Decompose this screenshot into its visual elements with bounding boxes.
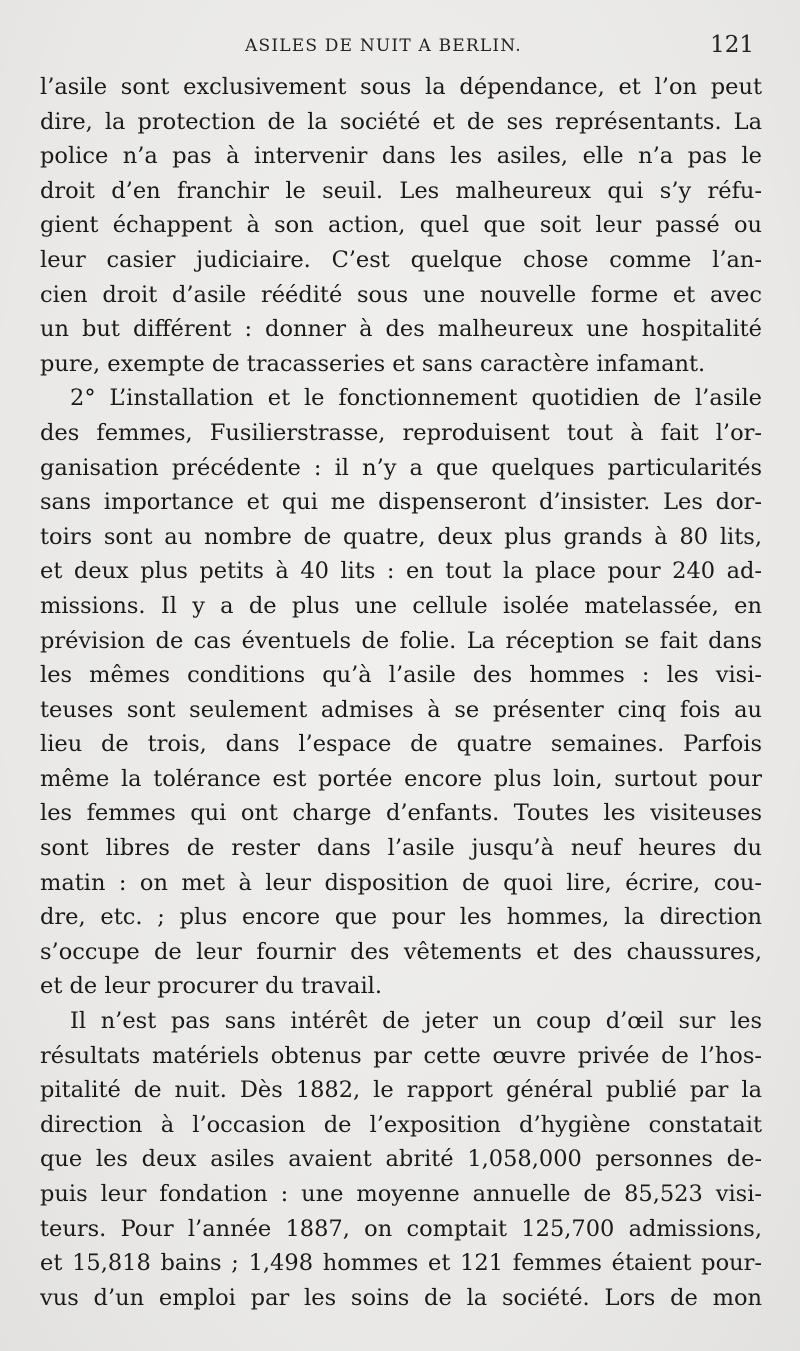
text-line: teuses sont seulement admises à se présenter cinq fois au — [40, 696, 762, 723]
text-line: droit d’en franchir le seuil. Les malheureux qui s’y réfu- — [40, 177, 762, 204]
text-line: cien droit d’asile réédité sous une nouvelle forme et avec — [40, 281, 762, 308]
text-line: vus d’un emploi par les soins de la société. Lors de mon — [40, 1284, 762, 1311]
text-line: et deux plus petits à 40 lits : en tout la place pour 240 ad- — [40, 558, 762, 585]
text-line: Il n’est pas sans intérêt de jeter un coup d’œil sur les — [70, 1008, 762, 1035]
running-title: ASILES DE NUIT A BERLIN. — [245, 36, 522, 56]
text-line: matin : on met à leur disposition de quoi lire, écrire, cou- — [40, 869, 762, 896]
text-line: missions. Il y a de plus une cellule isolée matelassée, en — [40, 592, 762, 619]
text-line: ganisation précédente : il n’y a que quelques particularités — [40, 454, 762, 481]
text-line: lieu de trois, dans l’espace de quatre semaines. Parfois — [40, 731, 762, 758]
text-line: l’asile sont exclusivement sous la dépendance, et l’on peut — [40, 74, 762, 100]
text-line: toirs sont au nombre de quatre, deux plus grands à 80 lits, — [40, 523, 762, 550]
text-line: les femmes qui ont charge d’enfants. Toutes les visiteuses — [40, 800, 762, 827]
text-line: que les deux asiles avaient abrité 1,058,000 personnes de- — [40, 1146, 762, 1173]
text-line: et de leur procurer du travail. — [40, 973, 382, 1000]
text-line: 2° L’installation et le fonctionnement quotidien de l’asile — [70, 385, 762, 412]
text-line: dre, etc. ; plus encore que pour les hommes, la direction — [40, 904, 762, 931]
text-line: pure, exempte de tracasseries et sans caractère infamant. — [40, 350, 706, 377]
text-line: prévision de cas éventuels de folie. La réception se fait dans — [40, 627, 762, 654]
text-line: s’occupe de leur fournir des vêtements et des chaussures, — [40, 938, 762, 965]
text-line: puis leur fondation : une moyenne annuelle de 85,523 visi- — [40, 1181, 762, 1207]
text-line: dire, la protection de la société et de ses représentants. La — [40, 108, 762, 135]
running-head — [0, 32, 800, 66]
text-body — [40, 70, 762, 1315]
text-line: les mêmes conditions qu’à l’asile des hommes : les visi- — [40, 662, 762, 689]
text-line: leur casier judiciaire. C’est quelque chose comme l’an- — [40, 246, 762, 273]
text-line: gient échappent à son action, quel que soit leur passé ou — [40, 212, 762, 239]
text-line: un but différent : donner à des malheureux une hospitalité — [40, 316, 762, 343]
text-line: et 15,818 bains ; 1,498 hommes et 121 femmes étaient pour- — [40, 1250, 762, 1277]
text-line: police n’a pas à intervenir dans les asiles, elle n’a pas le — [40, 143, 762, 170]
page-number: 121 — [710, 32, 754, 58]
text-line: sans importance et qui me dispenseront d’insister. Les dor- — [40, 489, 762, 516]
text-line: sont libres de rester dans l’asile jusqu’à neuf heures du — [40, 835, 762, 862]
text-line: résultats matériels obtenus par cette œuvre privée de l’hos- — [40, 1042, 762, 1069]
text-line: même la tolérance est portée encore plus loin, surtout pour — [40, 765, 762, 792]
text-line: teurs. Pour l’année 1887, on comptait 125,700 admissions, — [40, 1215, 762, 1242]
text-line: des femmes, Fusilierstrasse, reproduisent tout à fait l’or- — [40, 419, 762, 446]
text-line: pitalité de nuit. Dès 1882, le rapport général publié par la — [40, 1077, 762, 1104]
text-line: direction à l’occasion de l’exposition d’hygiène constatait — [40, 1111, 762, 1138]
